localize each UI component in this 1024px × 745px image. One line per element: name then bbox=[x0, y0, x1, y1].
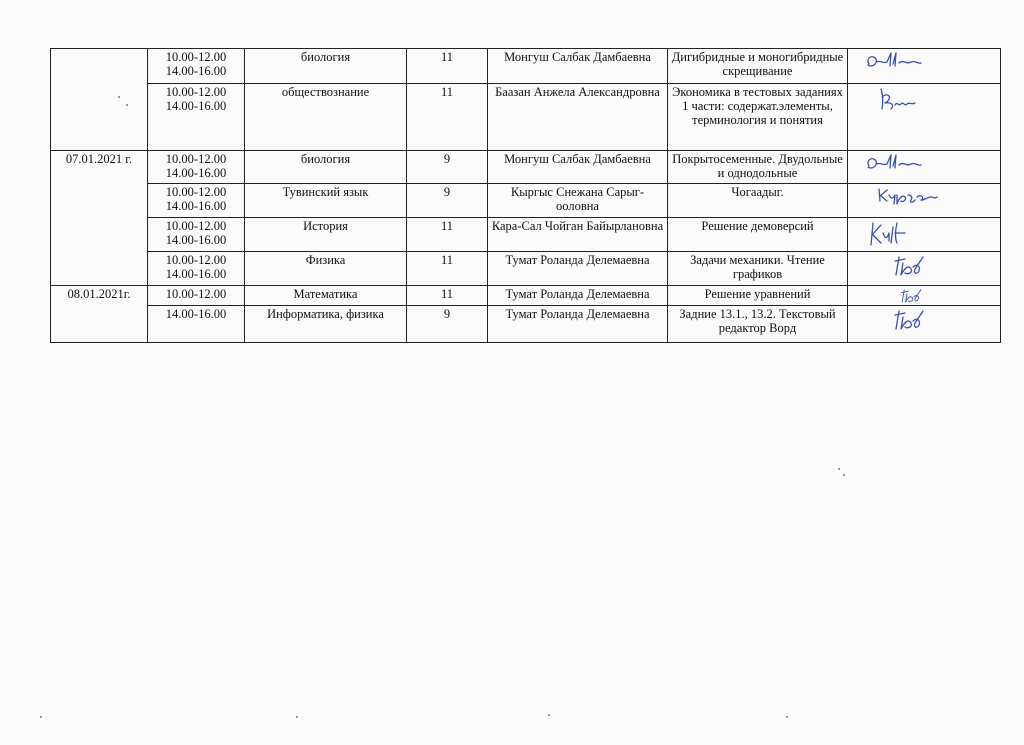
signature-trd bbox=[891, 253, 941, 279]
signature-cell bbox=[848, 84, 1001, 151]
grade-cell: 11 bbox=[407, 286, 488, 306]
topic-cell: Покрытосеменные. Двудольные и однодольные bbox=[668, 151, 848, 184]
date-cell: 08.01.2021г. bbox=[51, 286, 148, 343]
signature-cell bbox=[848, 252, 1001, 286]
time-slot-2: 14.00-16.00 bbox=[165, 233, 227, 247]
time-cell bbox=[148, 49, 245, 84]
grade-cell: 11 bbox=[407, 84, 488, 151]
table-row bbox=[51, 218, 1001, 252]
grade-cell: 9 bbox=[407, 184, 488, 218]
topic-cell: Задние 13.1., 13.2. Текстовый редактор Ворд bbox=[668, 306, 848, 343]
time-cell bbox=[148, 184, 245, 218]
signature-cell bbox=[848, 286, 1001, 306]
grade-cell: 9 bbox=[407, 151, 488, 184]
signature-cell bbox=[848, 306, 1001, 343]
subject-cell: обществознание bbox=[245, 84, 407, 151]
scan-speck bbox=[118, 96, 120, 98]
teacher-cell: Монгуш Салбак Дамбаевна bbox=[488, 49, 668, 84]
scan-speck bbox=[548, 714, 550, 716]
schedule-table bbox=[50, 48, 1001, 343]
scan-speck bbox=[126, 104, 128, 106]
time-slot-2: 14.00-16.00 bbox=[165, 99, 227, 113]
table-row bbox=[51, 252, 1001, 286]
table-row bbox=[51, 306, 1001, 343]
teacher-cell: Тумат Роланда Делемаевна bbox=[488, 286, 668, 306]
time-cell bbox=[148, 84, 245, 151]
signature-dolla bbox=[863, 152, 933, 174]
time-cell bbox=[148, 151, 245, 184]
time-slot-1: 10.00-12.00 bbox=[165, 219, 227, 233]
time-slot-2: 14.00-16.00 bbox=[165, 166, 227, 180]
topic-cell: Задачи механики. Чтение графиков bbox=[668, 252, 848, 286]
time-slot-1: 10.00-12.00 bbox=[165, 185, 227, 199]
signature-kyrgys bbox=[875, 185, 955, 207]
table-row bbox=[51, 151, 1001, 184]
grade-cell: 11 bbox=[407, 49, 488, 84]
topic-cell: Чогаадыг. bbox=[668, 184, 848, 218]
table-row bbox=[51, 84, 1001, 151]
subject-cell: биология bbox=[245, 151, 407, 184]
signature-dolla bbox=[863, 50, 933, 72]
signature-ksch bbox=[865, 219, 925, 249]
subject-cell: Физика bbox=[245, 252, 407, 286]
teacher-cell: Кара-Сал Чойган Байырлановна bbox=[488, 218, 668, 252]
time-slot-2: 14.00-16.00 bbox=[165, 64, 227, 78]
time-cell bbox=[148, 218, 245, 252]
subject-cell: Тувинский язык bbox=[245, 184, 407, 218]
time-slot-2: 14.00-16.00 bbox=[165, 199, 227, 213]
signature-trd bbox=[891, 287, 941, 305]
time-slot-1: 10.00-12.00 bbox=[165, 287, 227, 301]
table-row bbox=[51, 286, 1001, 306]
time-cell bbox=[148, 286, 245, 306]
signature-cell bbox=[848, 49, 1001, 84]
scan-speck bbox=[786, 716, 788, 718]
teacher-cell: Кыргыс Снежана Сарыг-ооловна bbox=[488, 184, 668, 218]
scan-speck bbox=[296, 716, 298, 718]
subject-cell: История bbox=[245, 218, 407, 252]
signature-trd bbox=[891, 307, 941, 333]
topic-cell: Дигибридные и моногибридные скрещивание bbox=[668, 49, 848, 84]
signature-bm bbox=[871, 85, 941, 115]
time-cell bbox=[148, 306, 245, 343]
subject-cell: биология bbox=[245, 49, 407, 84]
time-slot-2: 14.00-16.00 bbox=[165, 267, 227, 281]
topic-cell: Экономика в тестовых заданиях 1 части: содержат.элементы, терминология и понятия bbox=[668, 84, 848, 151]
table-row bbox=[51, 49, 1001, 84]
date-cell bbox=[51, 49, 148, 151]
grade-cell: 11 bbox=[407, 218, 488, 252]
time-slot-1: 10.00-12.00 bbox=[165, 85, 227, 99]
grade-cell: 11 bbox=[407, 252, 488, 286]
topic-cell: Решение демоверсий bbox=[668, 218, 848, 252]
date-cell: 07.01.2021 г. bbox=[51, 151, 148, 286]
subject-cell: Математика bbox=[245, 286, 407, 306]
teacher-cell: Баазан Анжела Александровна bbox=[488, 84, 668, 151]
teacher-cell: Тумат Роланда Делемаевна bbox=[488, 306, 668, 343]
time-slot-1: 14.00-16.00 bbox=[165, 307, 227, 321]
scan-speck bbox=[838, 468, 840, 470]
topic-cell: Решение уравнений bbox=[668, 286, 848, 306]
grade-cell: 9 bbox=[407, 306, 488, 343]
time-cell bbox=[148, 252, 245, 286]
subject-cell: Информатика, физика bbox=[245, 306, 407, 343]
time-slot-1: 10.00-12.00 bbox=[165, 253, 227, 267]
scan-speck bbox=[843, 474, 845, 476]
time-slot-1: 10.00-12.00 bbox=[165, 50, 227, 64]
teacher-cell: Тумат Роланда Делемаевна bbox=[488, 252, 668, 286]
signature-cell bbox=[848, 218, 1001, 252]
signature-cell bbox=[848, 184, 1001, 218]
scan-speck bbox=[40, 716, 42, 718]
teacher-cell: Монгуш Салбак Дамбаевна bbox=[488, 151, 668, 184]
time-slot-1: 10.00-12.00 bbox=[165, 152, 227, 166]
table-row bbox=[51, 184, 1001, 218]
signature-cell bbox=[848, 151, 1001, 184]
